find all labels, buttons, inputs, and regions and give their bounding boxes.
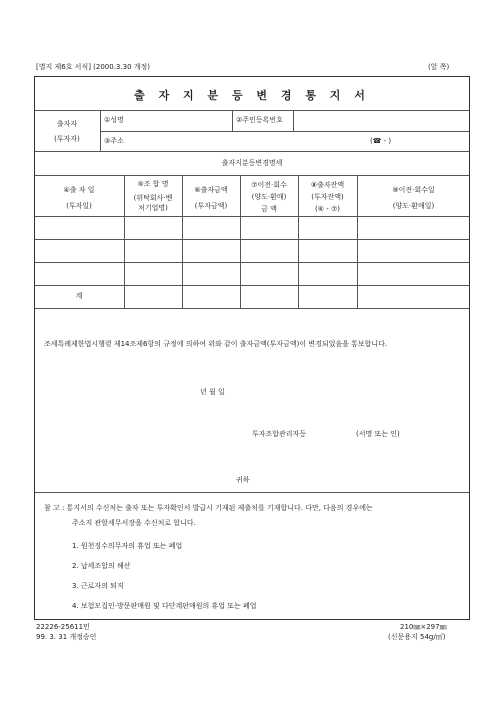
form-frame [34, 76, 470, 620]
note-item: 3. 근로자의 퇴직 [72, 582, 124, 590]
table-row[interactable] [35, 263, 469, 284]
page-side: (앞 쪽) [428, 63, 450, 71]
footer-code: 22226-25611민 [36, 623, 90, 631]
note-item: 2. 납세조합의 해산 [72, 562, 131, 570]
details-heading: 출자지분등변경명세 [221, 159, 283, 167]
notes-lead-2: 주소지 관할세무서장을 수신처로 합니다. [72, 519, 196, 527]
date-line: 년 월 일 [200, 388, 225, 396]
investor-sublabel: (투자자) [54, 135, 80, 143]
rrn-label: ②주민등록번호 [236, 116, 283, 124]
name-field[interactable] [124, 111, 231, 130]
address-label: ③주소 [104, 137, 124, 145]
total-label: 계 [75, 292, 83, 300]
signer-label: 투자조합관리자등 [252, 430, 307, 438]
form-title: 출 자 지 분 등 변 경 통 지 서 [134, 89, 370, 102]
form-number: [별지 제6호 서식] (2000.3.30 개정) [36, 63, 150, 71]
footer-approval: 99. 3. 31 개정승인 [36, 633, 97, 641]
rrn-field[interactable] [294, 111, 469, 130]
table-row[interactable] [35, 240, 469, 261]
phone-label: (☎ - ) [370, 137, 392, 145]
address-field[interactable] [124, 132, 364, 150]
statement-text: 조세특례제한법시행령 제14조제6항의 규정에 의하여 위와 같이 출자금액(투자금액)이 변경되었음을 통보합니다. [44, 340, 388, 348]
sign-note: (서명 또는 인) [356, 430, 400, 438]
footer-paper: (신문용지 54g/㎡) [388, 633, 446, 641]
note-item: 4. 보험모집인·방문판매원 및 다단계판매원의 휴업 또는 폐업 [72, 602, 257, 610]
table-row[interactable] [35, 217, 469, 238]
footer-size: 210㎜×297㎜ [400, 623, 447, 631]
recipient-label: 귀하 [236, 476, 250, 484]
note-item: 1. 원천징수의무자의 휴업 또는 폐업 [72, 542, 183, 550]
notes-lead: 참 고 : 통지서의 수신처는 출자 또는 투자확인서 발급시 기재된 제출처를 기재합니다. 다만, 다음의 경우에는 [44, 504, 373, 512]
investor-label: 출자자 [56, 120, 78, 128]
name-label: ①성명 [104, 116, 124, 124]
